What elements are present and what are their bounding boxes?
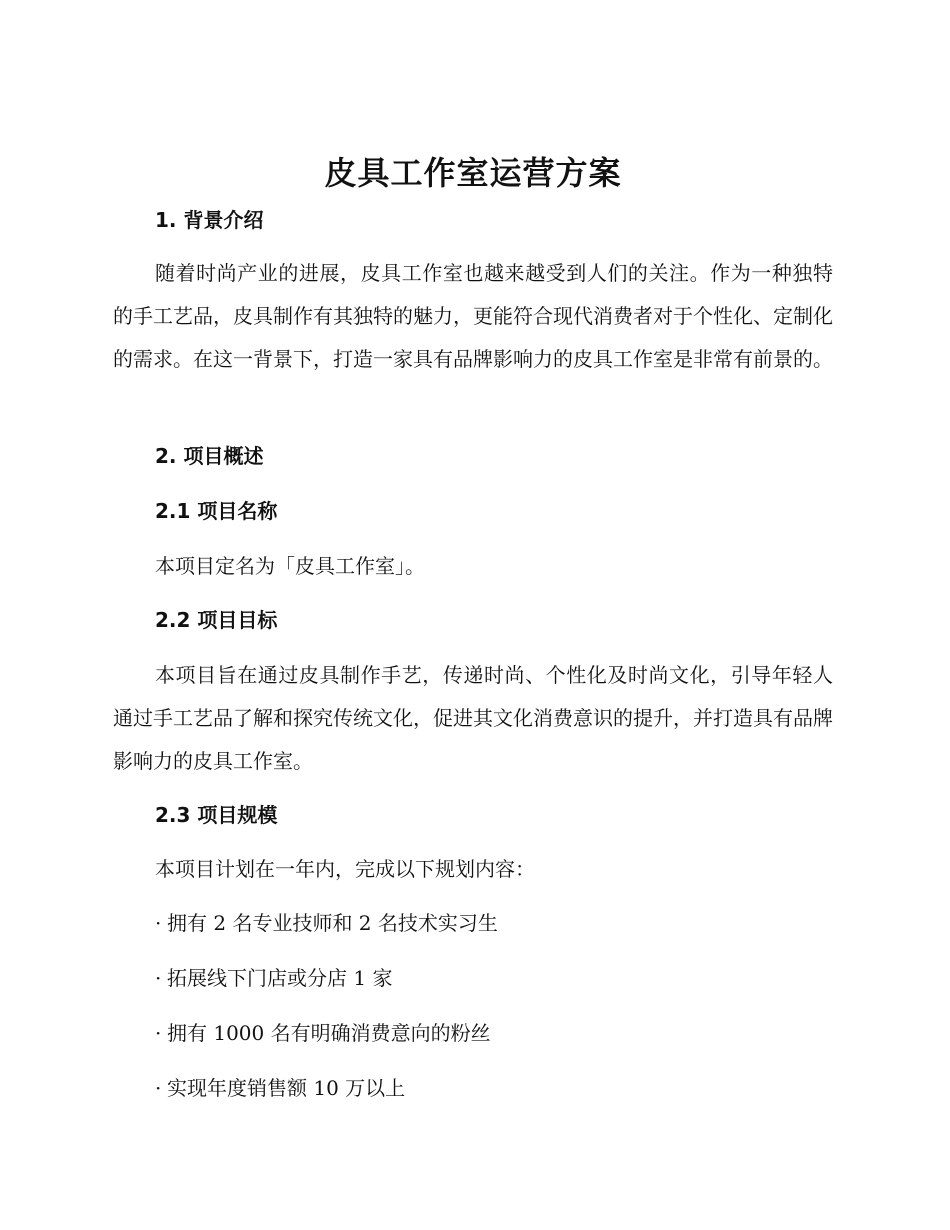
list-item — [155, 909, 498, 964]
list-item-text: 拥有 1000 名有明确消费意向的粉丝 — [167, 1021, 491, 1045]
list-item-text: 实现年度销售额 10 万以上 — [167, 1076, 406, 1100]
paragraph-project-name: 本项目定名为「皮具工作室」。 — [155, 554, 425, 578]
bullet-icon: · — [155, 911, 162, 935]
bullet-icon: · — [155, 1076, 162, 1100]
section-heading-project-name: 2.1 项目名称 — [155, 499, 278, 523]
list-item-text: 拥有 2 名专业技师和 2 名技术实习生 — [167, 911, 498, 935]
list-item — [155, 964, 498, 1019]
paragraph-background: 随着时尚产业的进展，皮具工作室也越来越受到人们的关注。作为一种独特的手工艺品，皮具制作有其独特的魅力，更能符合现代消费者对于个性化、定制化的需求。在这一背景下，打造一家具有品牌影响力的皮具工作室是非常有前景的。 — [113, 261, 833, 371]
document-page — [113, 0, 833, 1230]
list-item-text: 拓展线下门店或分店 1 家 — [167, 966, 393, 990]
document-title: 皮具工作室运营方案 — [324, 154, 622, 192]
section-heading-project-goal: 2.2 项目目标 — [155, 608, 278, 632]
section-heading-background: 1. 背景介绍 — [155, 208, 264, 232]
section-heading-overview: 2. 项目概述 — [155, 444, 264, 468]
paragraph-project-goal: 本项目旨在通过皮具制作手艺，传递时尚、个性化及时尚文化，引导年轻人通过手工艺品了解和探究传统文化，促进其文化消费意识的提升，并打造具有品牌影响力的皮具工作室。 — [113, 663, 833, 773]
list-item — [155, 1019, 498, 1074]
scale-bullet-list — [155, 909, 498, 1129]
bullet-icon: · — [155, 966, 162, 990]
bullet-icon: · — [155, 1021, 162, 1045]
section-heading-project-scale: 2.3 项目规模 — [155, 803, 278, 827]
list-item — [155, 1074, 498, 1129]
paragraph-project-scale-intro: 本项目计划在一年内，完成以下规划内容： — [155, 857, 535, 881]
